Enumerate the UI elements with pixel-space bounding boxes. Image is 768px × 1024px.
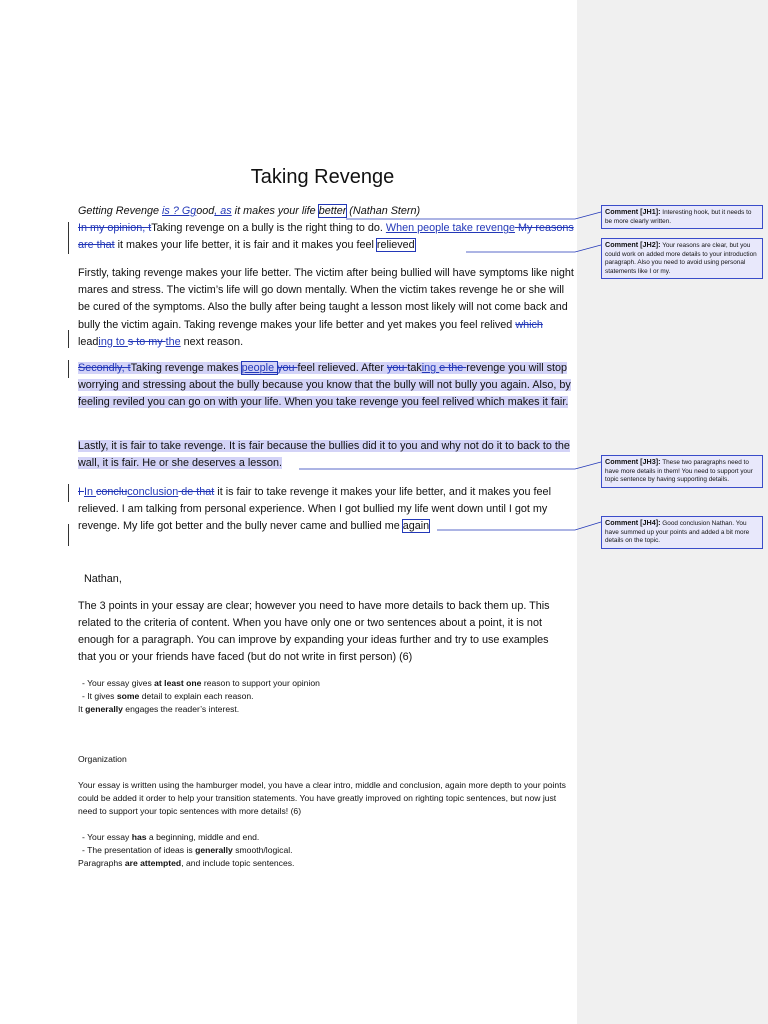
document-title: Taking Revenge xyxy=(250,166,395,188)
organization-heading: Organization xyxy=(78,754,127,764)
change-bar xyxy=(68,524,69,546)
body-paragraph-3: Lastly, it is fair to take revenge. It is fair because the bullies did it to you and why not do it to back to the wall, it is fair. He or she deserves a lesson. xyxy=(78,440,570,470)
content-criteria xyxy=(78,677,578,716)
change-bar xyxy=(68,484,69,502)
criteria-tail: It generally engages the reader’s interest. xyxy=(78,704,240,714)
criteria-item: - The presentation of ideas is generally smooth/logical. xyxy=(92,844,578,857)
organization-body: Your essay is written using the hamburger model, you have a clear intro, middle and conclusion, again more depth to your points could be added it order to help your transition statements. You have greatly improved on righting topic sentences, but now just need to support your topic sentences with more details! (6) xyxy=(78,780,566,816)
comment-jh2[interactable]: Comment [JH2]: Your reasons are clear, but you could work on added more details to your introduction paragraph. Also you need to avoid using personal statements like I or my. xyxy=(601,238,763,279)
organization-criteria xyxy=(78,831,578,870)
comment-jh1[interactable]: Comment [JH1]: Interesting hook, but it needs to be more clearly written. xyxy=(601,205,763,229)
conclusion-paragraph: I In concluconclusion de that it is fair to take revenge it makes your life better, and it makes you feel relieved. I am talking from personal experience. When I got bullied my life went down until I got my revenge. My life got better and the bully never came and bullied me again xyxy=(78,486,551,533)
comment-jh4[interactable]: Comment [JH4]: Good conclusion Nathan. You have summed up your points and added a bit more details on the topic. xyxy=(601,516,763,549)
criteria-item: - It gives some detail to explain each reason. xyxy=(92,690,578,703)
body-paragraph-1: Firstly, taking revenge makes your life better. The victim after being bullied will have symptoms like night mares and stress. The victim’s life will go down mentally. When the victim takes revenge he or she will be cured of the symptoms. Also the bully after being taught a lesson most likely will not come back and bully the victim again. Taking revenge makes your life better and yet makes you feel relived which leading to s to my the next reason. xyxy=(78,267,574,348)
criteria-tail: Paragraphs are attempted, and include topic sentences. xyxy=(78,858,295,868)
criteria-item: - Your essay gives at least one reason to support your opinion xyxy=(92,677,578,690)
body-paragraph-2: Secondly, tTaking revenge makes people you feel relieved. After you taking e the revenge you will stop worrying and stressing about the bully because you know that the bully will not bully you again. Also, by feeling reviled you can go on with your life. When you take revenge you feel relived which makes it fair. xyxy=(78,362,571,409)
feedback-body: The 3 points in your essay are clear; however you need to have more details to back them up. This related to the criteria of content. When you have only one or two sentences about a point, it is not enough for a paragraph. You can improve by expanding your ideas further and try to use examples that you or your friends have faced (but do not write in first person) (6) xyxy=(78,600,550,663)
comment-jh3[interactable]: Comment [JH3]: These two paragraphs need to have more details in them! You need to support your topic sentence by having supporting details. xyxy=(601,455,763,488)
change-bar xyxy=(68,330,69,348)
feedback-greeting: Nathan, xyxy=(84,573,122,585)
change-bar xyxy=(68,222,69,254)
criteria-item: - Your essay has a beginning, middle and end. xyxy=(92,831,578,844)
change-bar xyxy=(68,360,69,378)
intro-paragraph: Getting Revenge is ? Ggood, as it makes your life better (Nathan Stern) In my opinion, tTaking revenge on a bully is the right thing to do. When people take revenge My reasons are that it makes your life better, it is fair and it makes you feel relieved xyxy=(78,205,574,252)
